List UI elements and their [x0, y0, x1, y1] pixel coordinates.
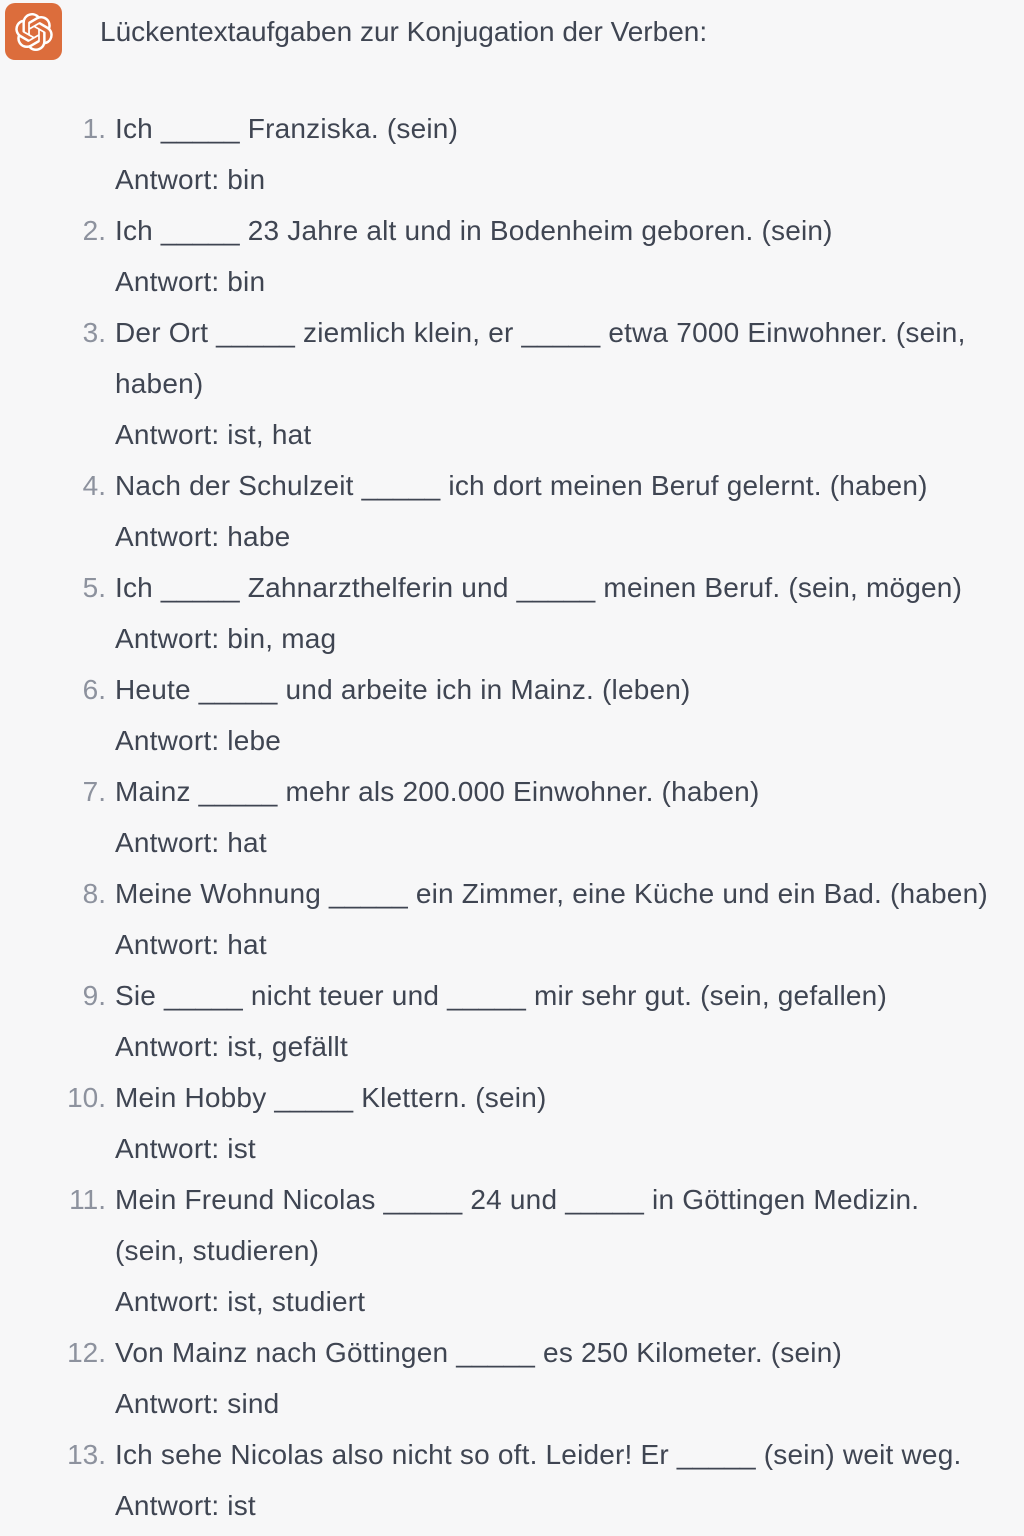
exercise-number: 4. [82, 470, 106, 501]
exercise-item [60, 562, 996, 664]
exercise-item [60, 103, 996, 205]
exercise-question: Der Ort _____ ziemlich klein, er _____ etwa 7000 Einwohner. (sein, haben) [115, 317, 966, 399]
exercise-number: 5. [82, 572, 106, 603]
exercise-question: Sie _____ nicht teuer und _____ mir sehr gut. (sein, gefallen) [115, 980, 887, 1011]
exercise-answer: Antwort: ist, studiert [115, 1286, 366, 1317]
exercise-content [115, 970, 996, 1072]
exercise-answer: Antwort: bin [115, 266, 266, 297]
exercise-item [60, 1072, 996, 1174]
exercise-answer: Antwort: habe [115, 521, 291, 552]
exercise-number: 1. [82, 113, 106, 144]
exercise-item [60, 205, 996, 307]
exercise-number: 2. [82, 215, 106, 246]
exercise-item [60, 460, 996, 562]
exercise-answer: Antwort: ist, gefällt [115, 1031, 348, 1062]
exercise-number: 7. [82, 776, 106, 807]
exercise-number: 11. [69, 1184, 106, 1215]
exercise-item [60, 766, 996, 868]
exercise-content [115, 205, 996, 307]
exercise-answer: Antwort: sind [115, 1388, 280, 1419]
exercise-content [115, 1327, 996, 1429]
message-header [0, 0, 1024, 60]
exercise-answer: Antwort: ist [115, 1490, 256, 1521]
chatgpt-logo-icon [5, 3, 62, 60]
exercise-content [115, 460, 996, 562]
exercise-question: Ich _____ 23 Jahre alt und in Bodenheim geboren. (sein) [115, 215, 833, 246]
exercise-number: 10. [67, 1082, 106, 1113]
exercise-content [115, 103, 996, 205]
exercise-answer: Antwort: hat [115, 827, 267, 858]
exercise-item [60, 1174, 996, 1327]
exercise-question: Ich sehe Nicolas also nicht so oft. Leider! Er _____ (sein) weit weg. [115, 1439, 962, 1470]
exercise-question: Ich _____ Zahnarzthelferin und _____ meinen Beruf. (sein, mögen) [115, 572, 963, 603]
exercise-content [115, 307, 996, 460]
exercise-answer: Antwort: ist, hat [115, 419, 312, 450]
exercise-number: 12. [67, 1337, 106, 1368]
exercise-number: 9. [82, 980, 106, 1011]
exercise-answer: Antwort: hat [115, 929, 267, 960]
exercise-item [60, 1429, 996, 1531]
exercise-answer: Antwort: lebe [115, 725, 282, 756]
exercise-question: Nach der Schulzeit _____ ich dort meinen Beruf gelernt. (haben) [115, 470, 928, 501]
exercise-answer: Antwort: ist [115, 1133, 256, 1164]
exercise-list [0, 103, 1024, 1531]
exercise-content [115, 868, 996, 970]
exercise-question: Von Mainz nach Göttingen _____ es 250 Kilometer. (sein) [115, 1337, 842, 1368]
exercise-item [60, 868, 996, 970]
exercise-content [115, 1072, 996, 1174]
exercise-item [60, 1327, 996, 1429]
exercise-content [115, 766, 996, 868]
exercise-item [60, 970, 996, 1072]
exercise-question: Mein Hobby _____ Klettern. (sein) [115, 1082, 547, 1113]
exercise-question: Ich _____ Franziska. (sein) [115, 113, 459, 144]
exercise-content [115, 562, 996, 664]
exercise-question: Mainz _____ mehr als 200.000 Einwohner. (haben) [115, 776, 760, 807]
exercise-number: 6. [82, 674, 106, 705]
exercise-number: 13. [67, 1439, 106, 1470]
exercise-content [115, 1174, 996, 1327]
exercise-question: Heute _____ und arbeite ich in Mainz. (leben) [115, 674, 691, 705]
message-title: Lückentextaufgaben zur Konjugation der Verben: [100, 15, 708, 47]
exercise-question: Mein Freund Nicolas _____ 24 und _____ in Göttingen Medizin. (sein, studieren) [115, 1184, 920, 1266]
exercise-answer: Antwort: bin [115, 164, 266, 195]
exercise-answer: Antwort: bin, mag [115, 623, 337, 654]
exercise-question: Meine Wohnung _____ ein Zimmer, eine Küche und ein Bad. (haben) [115, 878, 988, 909]
exercise-item [60, 307, 996, 460]
exercise-item [60, 664, 996, 766]
exercise-number: 3. [82, 317, 106, 348]
exercise-number: 8. [82, 878, 106, 909]
exercise-content [115, 664, 996, 766]
exercise-content [115, 1429, 996, 1531]
